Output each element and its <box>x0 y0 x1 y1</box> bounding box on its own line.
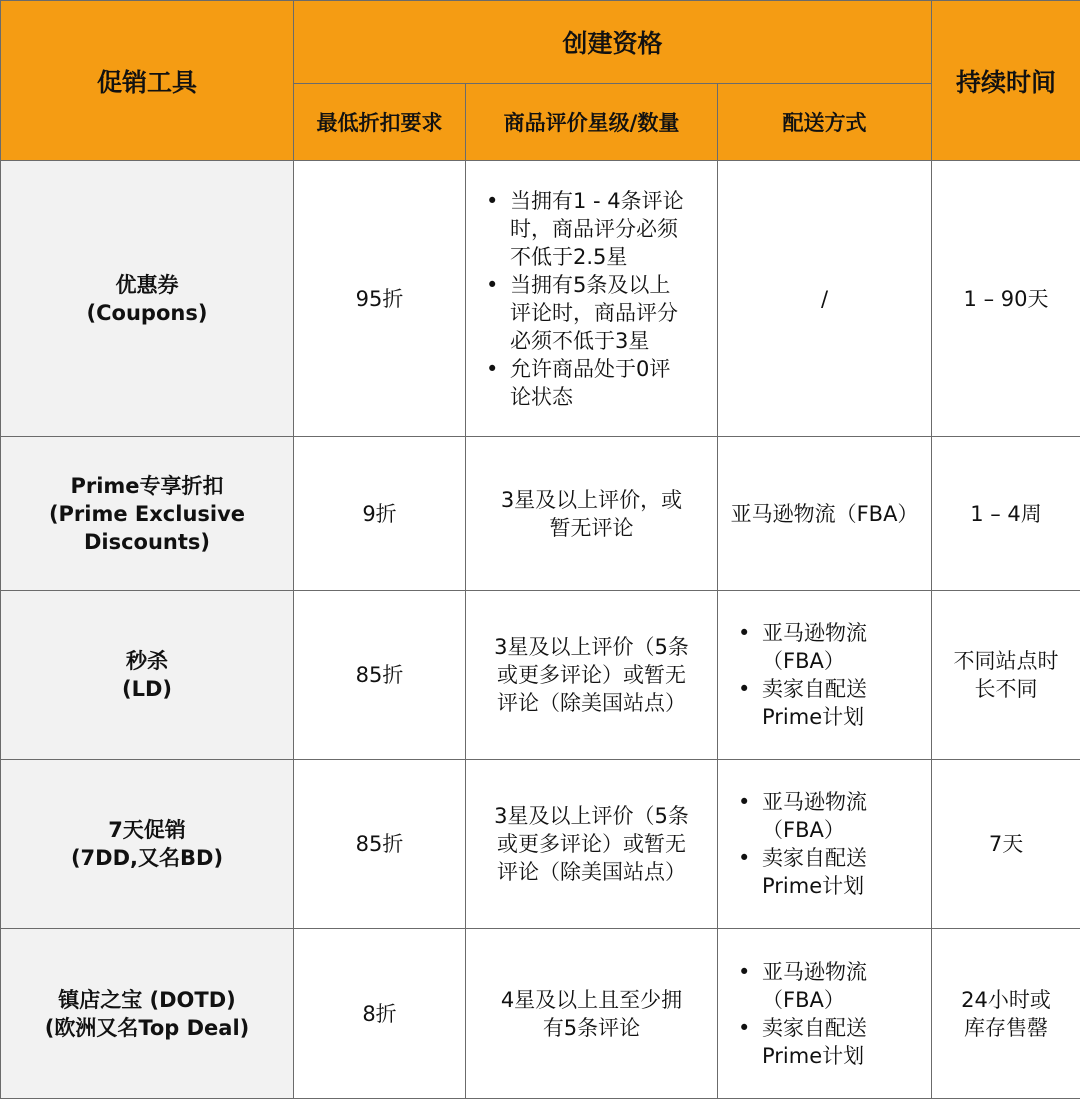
tool-cell <box>1 929 294 1099</box>
table-row <box>1 929 1080 1099</box>
rating-text: • 当拥有1 - 4条评论 <box>510 187 709 215</box>
duration-text: 库存售罄 <box>940 1014 1072 1042</box>
header-shipping: 配送方式 <box>718 84 932 161</box>
header-rating: 商品评价星级/数量 <box>466 84 718 161</box>
duration-text: 长不同 <box>940 675 1072 703</box>
tool-name: 7天促销 <box>9 816 285 844</box>
shipping-cell: / <box>718 161 932 437</box>
shipping-text: Prime计划 <box>762 1042 923 1070</box>
list-item <box>490 271 709 355</box>
shipping-cell <box>718 591 932 760</box>
rating-text: 暂无评论 <box>474 514 709 542</box>
list-item <box>742 675 923 731</box>
duration-cell <box>932 591 1080 760</box>
duration-cell: 1 – 90天 <box>932 161 1080 437</box>
rating-list <box>474 187 709 411</box>
tool-alias: (7DD,又名BD) <box>9 844 285 872</box>
tool-cell <box>1 760 294 929</box>
duration-cell <box>932 929 1080 1099</box>
shipping-text: Prime计划 <box>762 703 923 731</box>
rating-text: 论状态 <box>510 383 709 411</box>
header-duration: 持续时间 <box>932 1 1080 161</box>
shipping-text: • 卖家自配送 <box>762 675 923 703</box>
rating-text: 评论（除美国站点） <box>474 689 709 717</box>
discount-cell: 85折 <box>294 760 466 929</box>
tool-alias: (LD) <box>9 675 285 703</box>
tool-alias: (Prime Exclusive <box>9 500 285 528</box>
list-item <box>742 1014 923 1070</box>
list-item <box>742 788 923 844</box>
rating-text: 不低于2.5星 <box>510 243 709 271</box>
shipping-text: （FBA） <box>762 816 923 844</box>
tool-cell <box>1 437 294 591</box>
shipping-text: • 卖家自配送 <box>762 844 923 872</box>
rating-text: 或更多评论）或暂无 <box>474 661 709 689</box>
tool-cell <box>1 591 294 760</box>
tool-alias: (欧洲又名Top Deal) <box>9 1014 285 1042</box>
rating-cell <box>466 161 718 437</box>
table-row <box>1 760 1080 929</box>
duration-cell: 7天 <box>932 760 1080 929</box>
header-eligibility: 创建资格 <box>294 1 932 84</box>
shipping-list <box>726 958 923 1070</box>
rating-cell <box>466 437 718 591</box>
table-row <box>1 161 1080 437</box>
rating-text: 有5条评论 <box>474 1014 709 1042</box>
shipping-text: • 亚马逊物流 <box>762 788 923 816</box>
rating-text: • 允许商品处于0评 <box>510 355 709 383</box>
shipping-text: （FBA） <box>762 986 923 1014</box>
shipping-text: • 卖家自配送 <box>762 1014 923 1042</box>
list-item <box>490 187 709 271</box>
rating-text: 3星及以上评价，或 <box>474 486 709 514</box>
shipping-text: • 亚马逊物流 <box>762 958 923 986</box>
rating-cell <box>466 760 718 929</box>
discount-cell: 95折 <box>294 161 466 437</box>
shipping-list <box>726 788 923 900</box>
shipping-cell: 亚马逊物流（FBA） <box>718 437 932 591</box>
rating-text: 或更多评论）或暂无 <box>474 830 709 858</box>
rating-cell <box>466 591 718 760</box>
tool-alias: (Coupons) <box>9 299 285 327</box>
table-row <box>1 591 1080 760</box>
list-item <box>490 355 709 411</box>
tool-alias: Discounts) <box>9 528 285 556</box>
rating-text: • 当拥有5条及以上 <box>510 271 709 299</box>
rating-text: 评论（除美国站点） <box>474 858 709 886</box>
rating-text: 3星及以上评价（5条 <box>474 802 709 830</box>
rating-text: 评论时，商品评分 <box>510 299 709 327</box>
discount-cell: 85折 <box>294 591 466 760</box>
shipping-text: （FBA） <box>762 647 923 675</box>
duration-text: 24小时或 <box>940 986 1072 1014</box>
rating-text: 3星及以上评价（5条 <box>474 633 709 661</box>
list-item <box>742 844 923 900</box>
rating-text: 时，商品评分必须 <box>510 215 709 243</box>
rating-text: 4星及以上且至少拥 <box>474 986 709 1014</box>
tool-name: 秒杀 <box>9 647 285 675</box>
list-item <box>742 958 923 1014</box>
tool-name: 优惠券 <box>9 271 285 299</box>
header-promo-tool: 促销工具 <box>1 1 294 161</box>
shipping-list <box>726 619 923 731</box>
shipping-cell <box>718 760 932 929</box>
rating-cell <box>466 929 718 1099</box>
discount-cell: 9折 <box>294 437 466 591</box>
duration-text: 不同站点时 <box>940 647 1072 675</box>
list-item <box>742 619 923 675</box>
shipping-text: • 亚马逊物流 <box>762 619 923 647</box>
duration-cell: 1 – 4周 <box>932 437 1080 591</box>
shipping-text: Prime计划 <box>762 872 923 900</box>
shipping-cell <box>718 929 932 1099</box>
rating-text: 必须不低于3星 <box>510 327 709 355</box>
tool-name: 镇店之宝 (DOTD) <box>9 986 285 1014</box>
header-min-discount: 最低折扣要求 <box>294 84 466 161</box>
discount-cell: 8折 <box>294 929 466 1099</box>
table-row <box>1 437 1080 591</box>
tool-name: Prime专享折扣 <box>9 472 285 500</box>
tool-cell <box>1 161 294 437</box>
